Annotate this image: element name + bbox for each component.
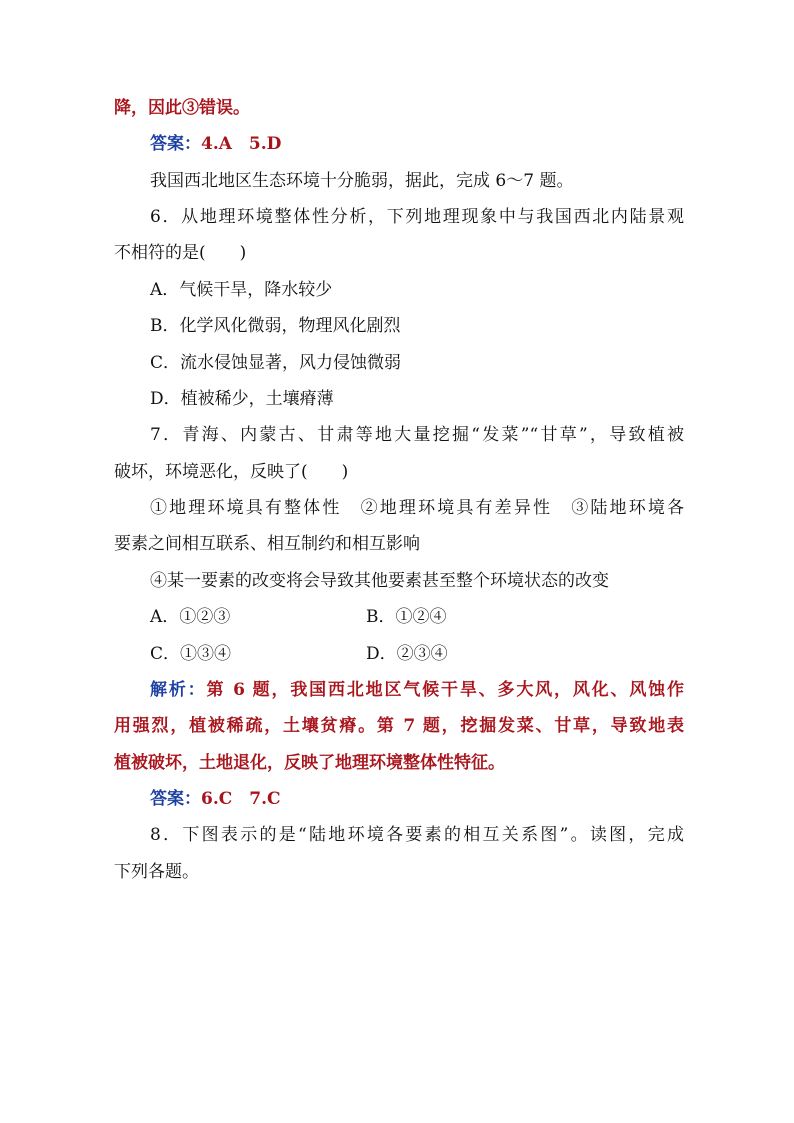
question-7-option-b: B．①②④ <box>366 607 447 627</box>
answer-6-7 <box>150 788 684 810</box>
question-6-stem-line1: 6．从地理环境整体性分析，下列地理现象中与我国西北内陆景观 <box>150 207 684 227</box>
question-8-stem-line1: 8．下图表示的是“陆地环境各要素的相互关系图”。读图，完成 <box>150 825 684 845</box>
question-7-option-d: D．②③④ <box>366 644 448 664</box>
answer-label-2: 答案： <box>150 789 201 809</box>
question-6-option-c: C．流水侵蚀显著，风力侵蚀微弱 <box>150 353 402 373</box>
question-8-stem-line2: 下列各题。 <box>114 862 199 882</box>
answer-value: 4.A 5.D <box>201 134 282 154</box>
analysis-continuation-text: 降，因此③错误。 <box>114 98 250 118</box>
question-7-statement-2: 要素之间相互联系、相互制约和相互影响 <box>114 534 420 554</box>
answer-value-2: 6.C 7.C <box>201 789 281 809</box>
analysis-continuation <box>114 97 684 119</box>
answer-4-5 <box>150 133 684 155</box>
analysis-6-7-line1 <box>150 679 684 701</box>
question-7-option-a: A．①②③ <box>150 607 231 627</box>
analysis-text-1: 第 6 题，我国西北地区气候干旱、多大风，风化、风蚀作 <box>206 680 684 700</box>
question-6-stem-line2: 不相符的是( ) <box>114 243 247 263</box>
answer-label: 答案： <box>150 134 201 154</box>
analysis-6-7-line3: 植被破坏，土地退化，反映了地理环境整体性特征。 <box>114 753 505 773</box>
question-7-statement-3: ④某一要素的改变将会导致其他要素甚至整个环境状态的改变 <box>150 571 609 591</box>
question-7-statement-1: ①地理环境具有整体性 ②地理环境具有差异性 ③陆地环境各 <box>150 498 684 518</box>
intro-6-7: 我国西北地区生态环境十分脆弱，据此，完成 6～7 题。 <box>150 171 574 191</box>
question-7-stem-line1: 7．青海、内蒙古、甘肃等地大量挖掘“发菜”“甘草”，导致植被 <box>150 425 684 445</box>
question-6-option-d: D．植被稀少，土壤瘠薄 <box>150 389 334 409</box>
analysis-6-7-line2: 用强烈，植被稀疏，土壤贫瘠。第 7 题，挖掘发菜、甘草，导致地表 <box>114 716 684 736</box>
question-6-option-a: A．气候干旱，降水较少 <box>150 280 333 300</box>
analysis-label: 解析： <box>150 680 207 700</box>
question-6-option-b: B．化学风化微弱，物理风化剧烈 <box>150 316 401 336</box>
question-7-stem-line2: 破坏，环境恶化，反映了( ) <box>114 462 349 482</box>
question-7-option-c: C．①③④ <box>150 644 232 664</box>
